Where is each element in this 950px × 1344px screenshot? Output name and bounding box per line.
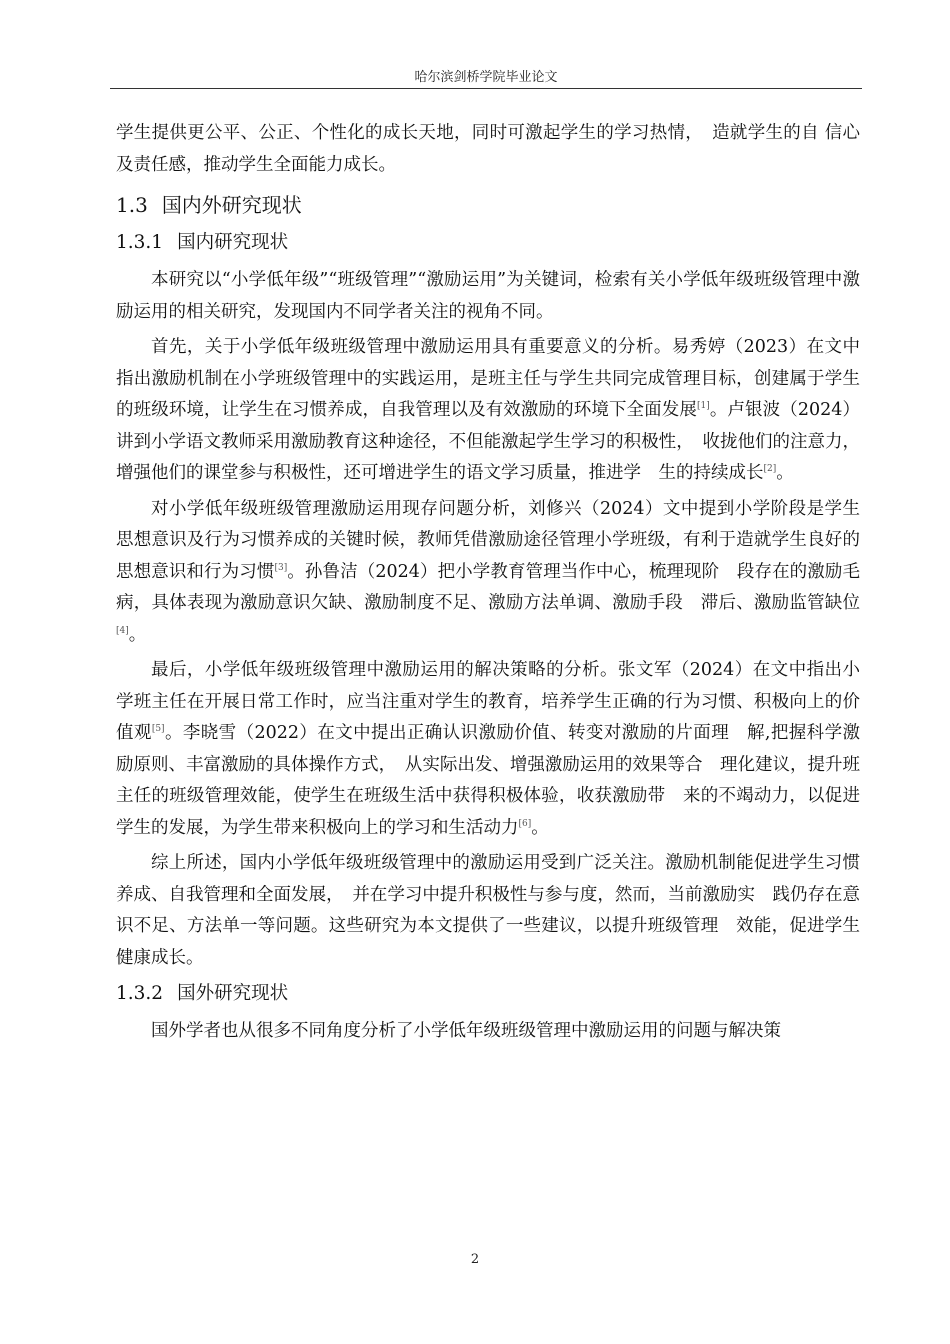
subsection-title: 国内研究现状 (177, 232, 289, 253)
page-number: 2 (470, 1252, 480, 1267)
citation-ref-5[interactable]: [5] (151, 724, 165, 734)
section-number: 1.3 (116, 193, 148, 217)
subsection-title: 国外研究现状 (177, 983, 289, 1004)
citation-ref-3[interactable]: [3] (274, 562, 288, 573)
paragraph-text: 。 (776, 463, 794, 483)
paragraph-text: 。卢银波（2024）讲到小学语文教师采用激励教育这种途径，不但能激起学生学习的积极性， 收拢他们的注意力，增强他们的课堂参与积极性，还可增进学生的语文学习质量，推进学 生的持续成长 (116, 400, 860, 483)
page-header: 哈尔滨剑桥学院毕业论文 (414, 70, 558, 85)
citation-ref-1[interactable]: [1] (696, 401, 710, 411)
paragraph-text: 最后，小学低年级班级管理中激励运用的解决策略的分析。张文军（2024）在文中指出小学班主任在开展日常工作时，应当注重对学生的教育，培养学生正确的行为习惯、积极向上的价值观 (116, 660, 860, 743)
citation-ref-2[interactable]: [2] (763, 464, 777, 474)
subsection-number: 1.3.1 (116, 232, 164, 253)
paragraph-summary: 综上所述，国内小学低年级班级管理中的激励运用受到广泛关注。激励机制能促进学生习惯养成、自我管理和全面发展， 并在学习中提升积极性与参与度，然而，当前激励实 践仍存在意识不足、方法单一等问题。这些研究为本文提供了一些建议，以提升班级管理 效能，促进学生健康成长。 (116, 853, 860, 968)
header-rule (110, 88, 862, 89)
subsection-number: 1.3.2 (116, 983, 164, 1004)
paragraph-significance (116, 332, 860, 490)
paragraph-text: 。 (531, 817, 549, 838)
citation-ref-4[interactable]: [4] (116, 625, 129, 636)
paragraph-problems (116, 494, 860, 652)
paragraph-keywords: 本研究以“小学低年级”“班级管理”“激励运用”为关键词，检索有关小学低年级班级管理中激励运用的相关研究，发现国内不同学者关注的视角不同。 (116, 270, 860, 322)
section-title: 国内外研究现状 (161, 193, 302, 217)
paragraph-text: 。李晓雪（2022）在文中提出正确认识激励价值、转变对激励的片面理 解,把握科学激励原则、丰富激励的具体操作方式， 从实际出发、增强激励运用的效果等合 理化建议，提升班主任的班级管理效能，使学生在班级生活中获得积极体验，收获激励带 来的不竭动力，以促进学生的发展，为学生带来积极向上的学习和生活动力 (116, 723, 860, 838)
intro-continued-paragraph: 学生提供更公平、公正、个性化的成长天地，同时可激起学生的学习热情， 造就学生的自 信心及责任感，推动学生全面能力成长。 (116, 123, 860, 175)
paragraph-strategies (116, 655, 860, 844)
subsection-heading-1-3-2 (116, 980, 860, 1008)
paragraph-text: 首先，关于小学低年级班级管理中激励运用具有重要意义的分析。易秀婷（2023）在文中指出激励机制在小学班级管理中的实践运用，是班主任与学生共同完成管理目标，创建属于学生的班级环境，让学生在习惯养成，自我管理以及有效激励的环境下全面发展 (116, 337, 860, 420)
section-heading-1-3 (116, 191, 860, 219)
page-body (116, 118, 860, 1052)
paragraph-text: 。孙鲁洁（2024）把小学教育管理当作中心，梳理现阶 段存在的激励毛病，具体表现为激励意识欠缺、激励制度不足、激励方法单调、激励手段 滞后、激励监管缺位 (116, 561, 860, 613)
paragraph-text: 。 (128, 624, 147, 645)
subsection-heading-1-3-1 (116, 229, 860, 257)
paragraph-foreign-intro: 国外学者也从很多不同角度分析了小学低年级班级管理中激励运用的问题与解决策 (151, 1021, 781, 1041)
paragraph-text: 对小学低年级班级管理激励运用现存问题分析，刘修兴（2024）文中提到小学阶段是学生思想意识及行为习惯养成的关键时候，教师凭借激励途径管理小学班级，有利于造就学生良好的思想意识和行为习惯 (116, 498, 860, 582)
citation-ref-6[interactable]: [6] (518, 818, 532, 829)
